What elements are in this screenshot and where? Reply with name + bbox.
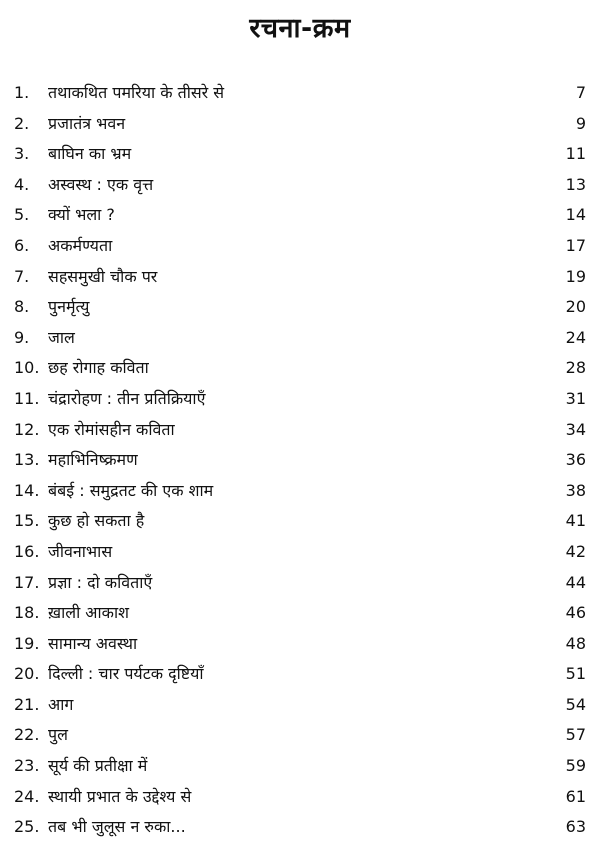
- entry-number: 25.: [14, 817, 40, 837]
- entry-title: सामान्य अवस्था: [48, 633, 138, 653]
- entry-title: दिल्ली : चार पर्यटक दृष्टियाँ: [48, 664, 204, 684]
- entry-page-number: 31: [565, 388, 586, 408]
- entry-number: 19.: [14, 633, 40, 653]
- entry-number: 17.: [14, 572, 40, 592]
- entry-page-number: 20: [565, 297, 586, 317]
- entry-title: अस्वस्थ : एक वृत्त: [48, 174, 154, 194]
- entry-page-number: 44: [565, 572, 586, 592]
- entry-page-number: 63: [565, 817, 586, 837]
- page-title: रचना-क्रम: [249, 13, 351, 44]
- toc-entry: [14, 506, 586, 537]
- entry-number: 11.: [14, 388, 40, 408]
- entry-title: सहसमुखी चौक पर: [48, 266, 158, 286]
- entry-number: 9.: [14, 327, 30, 347]
- toc-entry: [14, 445, 586, 476]
- entry-number: 13.: [14, 450, 40, 470]
- entry-title: छह रोगाह कविता: [48, 358, 149, 378]
- entry-title: बाघिन का भ्रम: [48, 144, 132, 164]
- entry-title: एक रोमांसहीन कविता: [48, 419, 175, 439]
- entry-title: प्रज्ञा : दो कविताएँ: [48, 572, 153, 592]
- entry-number: 3.: [14, 144, 30, 164]
- entry-number: 12.: [14, 419, 40, 439]
- entry-title: क्यों भला ?: [48, 205, 115, 225]
- toc-entry: [14, 170, 586, 201]
- table-of-contents: [14, 78, 586, 843]
- entry-page-number: 19: [565, 266, 586, 286]
- entry-number: 7.: [14, 266, 30, 286]
- toc-entry: [14, 262, 586, 293]
- toc-entry: [14, 598, 586, 629]
- entry-number: 22.: [14, 725, 40, 745]
- entry-page-number: 7: [575, 83, 586, 102]
- entry-page-number: 41: [565, 511, 586, 531]
- entry-page-number: 36: [565, 450, 586, 470]
- entry-title: पुनर्मृत्यु: [48, 297, 90, 317]
- entry-number: 21.: [14, 694, 40, 714]
- entry-page-number: 42: [565, 541, 586, 561]
- entry-number: 1.: [14, 83, 30, 102]
- toc-entry: [14, 353, 586, 384]
- toc-entry: [14, 384, 586, 415]
- entry-title: महाभिनिष्क्रमण: [48, 450, 138, 470]
- entry-page-number: 48: [565, 633, 586, 653]
- entry-page-number: 14: [565, 205, 586, 225]
- entry-title: ख़ाली आकाश: [48, 603, 129, 623]
- entry-title: स्थायी प्रभात के उद्देश्य से: [48, 786, 192, 806]
- toc-entry: [14, 109, 586, 140]
- toc-entry: [14, 720, 586, 751]
- entry-number: 23.: [14, 756, 40, 776]
- entry-page-number: 38: [565, 480, 586, 500]
- toc-entry: [14, 476, 586, 507]
- entry-number: 16.: [14, 541, 40, 561]
- entry-page-number: 9: [575, 113, 586, 133]
- toc-entry: [14, 537, 586, 568]
- entry-number: 8.: [14, 297, 30, 317]
- entry-title: प्रजातंत्र भवन: [48, 113, 126, 133]
- entry-page-number: 28: [565, 358, 586, 378]
- entry-title: आग: [48, 694, 74, 714]
- entry-number: 10.: [14, 358, 40, 378]
- entry-page-number: 17: [565, 235, 586, 255]
- toc-entry: [14, 292, 586, 323]
- toc-entry: [14, 629, 586, 660]
- entry-page-number: 59: [565, 756, 586, 776]
- toc-entry: [14, 690, 586, 721]
- entry-page-number: 54: [565, 694, 586, 714]
- toc-entry: [14, 231, 586, 262]
- entry-page-number: 11: [565, 144, 586, 164]
- entry-title: बंबई : समुद्रतट की एक शाम: [48, 480, 214, 500]
- entry-page-number: 34: [565, 419, 586, 439]
- entry-page-number: 57: [565, 725, 586, 745]
- toc-entry: [14, 751, 586, 782]
- entry-page-number: 61: [565, 786, 586, 806]
- toc-entry: [14, 568, 586, 599]
- toc-entry: [14, 323, 586, 354]
- toc-entry: [14, 415, 586, 446]
- entry-page-number: 24: [565, 327, 586, 347]
- entry-page-number: 13: [565, 174, 586, 194]
- entry-title: तब भी जुलूस न रुका...: [48, 817, 186, 837]
- entry-title: पुल: [48, 725, 68, 745]
- entry-number: 15.: [14, 511, 40, 531]
- toc-entry: [14, 812, 586, 843]
- entry-number: 20.: [14, 664, 40, 684]
- entry-number: 18.: [14, 603, 40, 623]
- toc-entry: [14, 782, 586, 813]
- entry-number: 2.: [14, 113, 30, 133]
- entry-title: अकर्मण्यता: [48, 235, 113, 255]
- entry-number: 24.: [14, 786, 40, 806]
- entry-title: जाल: [48, 327, 75, 347]
- toc-entry: [14, 659, 586, 690]
- entry-number: 5.: [14, 205, 30, 225]
- entry-number: 6.: [14, 235, 30, 255]
- entry-page-number: 46: [565, 603, 586, 623]
- toc-entry: [14, 200, 586, 231]
- entry-title: सूर्य की प्रतीक्षा में: [48, 756, 148, 776]
- entry-title: कुछ हो सकता है: [48, 511, 145, 531]
- entry-number: 14.: [14, 480, 40, 500]
- entry-page-number: 51: [565, 664, 586, 684]
- entry-number: 4.: [14, 174, 30, 194]
- entry-title: जीवनाभास: [48, 541, 113, 561]
- toc-entry: [14, 139, 586, 170]
- entry-title: तथाकथित पमरिया के तीसरे से: [48, 83, 225, 102]
- toc-entry: [14, 78, 586, 109]
- entry-title: चंद्रारोहण : तीन प्रतिक्रियाएँ: [48, 388, 206, 408]
